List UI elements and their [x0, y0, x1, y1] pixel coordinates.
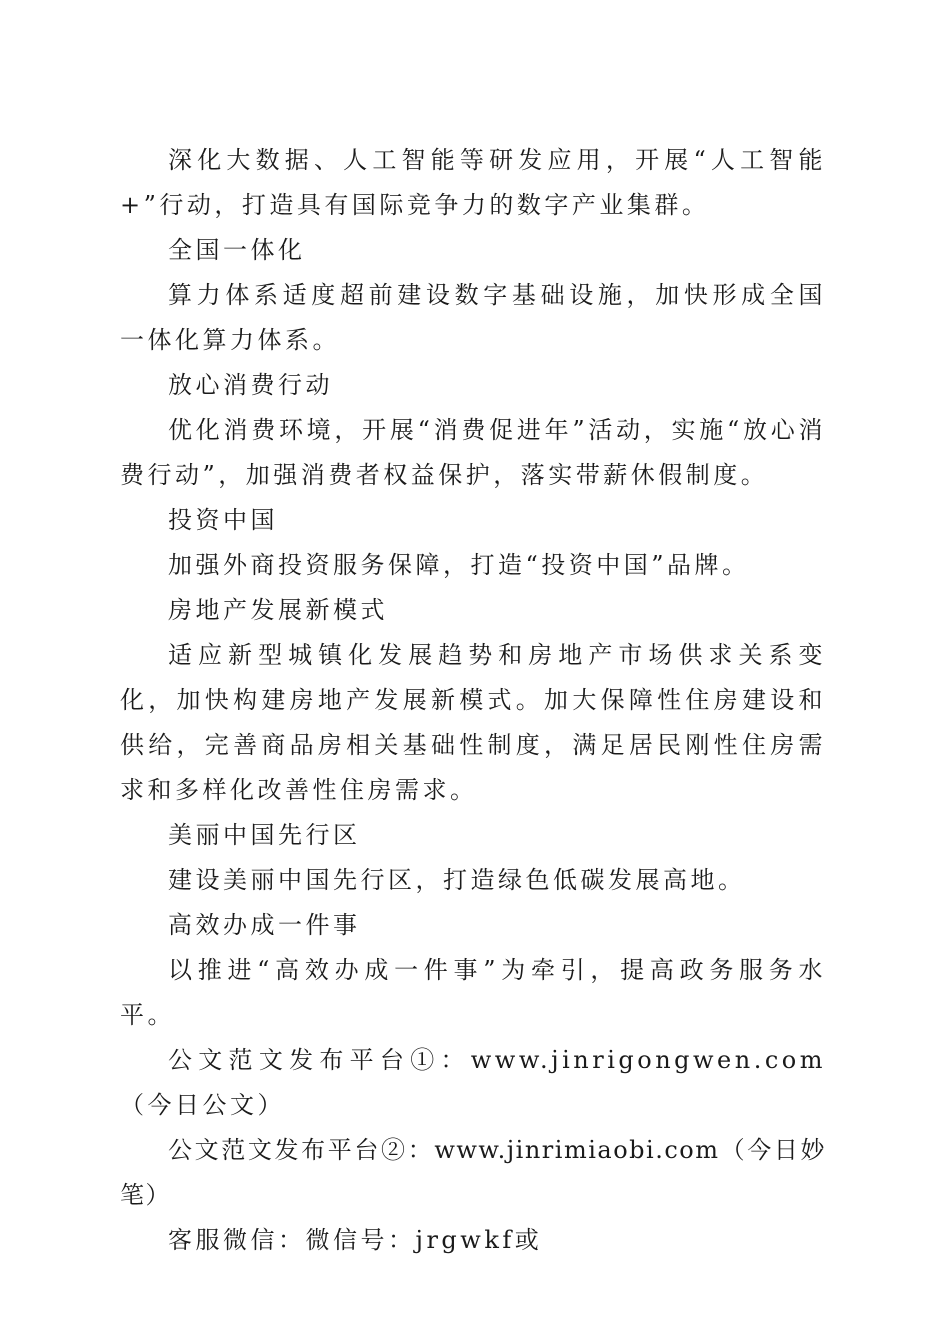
paragraph-real-estate: 适应新型城镇化发展趋势和房地产市场供求关系变化，加快构建房地产发展新模式。加大保障性住房建设和供给，完善商品房相关基础性制度，满足居民刚性住房需求和多样化改善性住房需求。: [120, 641, 826, 804]
heading-national-integration: 全国一体化: [168, 236, 306, 264]
heading-efficient-service: 高效办成一件事: [168, 911, 361, 939]
platform-line-1: 公文范文发布平台①：www.jinrigongwen.com（今日公文）: [120, 1046, 826, 1119]
paragraph-computing-power: 算力体系适度超前建设数字基础设施，加快形成全国一体化算力体系。: [120, 281, 826, 354]
document-body: [120, 138, 826, 1263]
paragraph-digital-industry: 深化大数据、人工智能等研发应用，开展“人工智能+”行动，打造具有国际竞争力的数字产业集群。: [120, 146, 826, 219]
heading-consumption-action: 放心消费行动: [168, 371, 333, 399]
heading-invest-china: 投资中国: [168, 506, 278, 534]
paragraph-beautiful-china: 建设美丽中国先行区，打造绿色低碳发展高地。: [168, 866, 746, 894]
paragraph-invest-china: 加强外商投资服务保障，打造“投资中国”品牌。: [168, 551, 750, 579]
heading-beautiful-china: 美丽中国先行区: [168, 821, 361, 849]
platform-line-2: 公文范文发布平台②：www.jinrimiaobi.com（今日妙笔）: [120, 1136, 826, 1209]
paragraph-consumption: 优化消费环境，开展“消费促进年”活动，实施“放心消费行动”，加强消费者权益保护，落实带薪休假制度。: [120, 416, 826, 489]
customer-service-wechat: 客服微信：微信号：jrgwkf或: [168, 1226, 543, 1254]
heading-real-estate-model: 房地产发展新模式: [168, 596, 388, 624]
paragraph-efficient-service: 以推进“高效办成一件事”为牵引，提高政务服务水平。: [120, 956, 826, 1029]
